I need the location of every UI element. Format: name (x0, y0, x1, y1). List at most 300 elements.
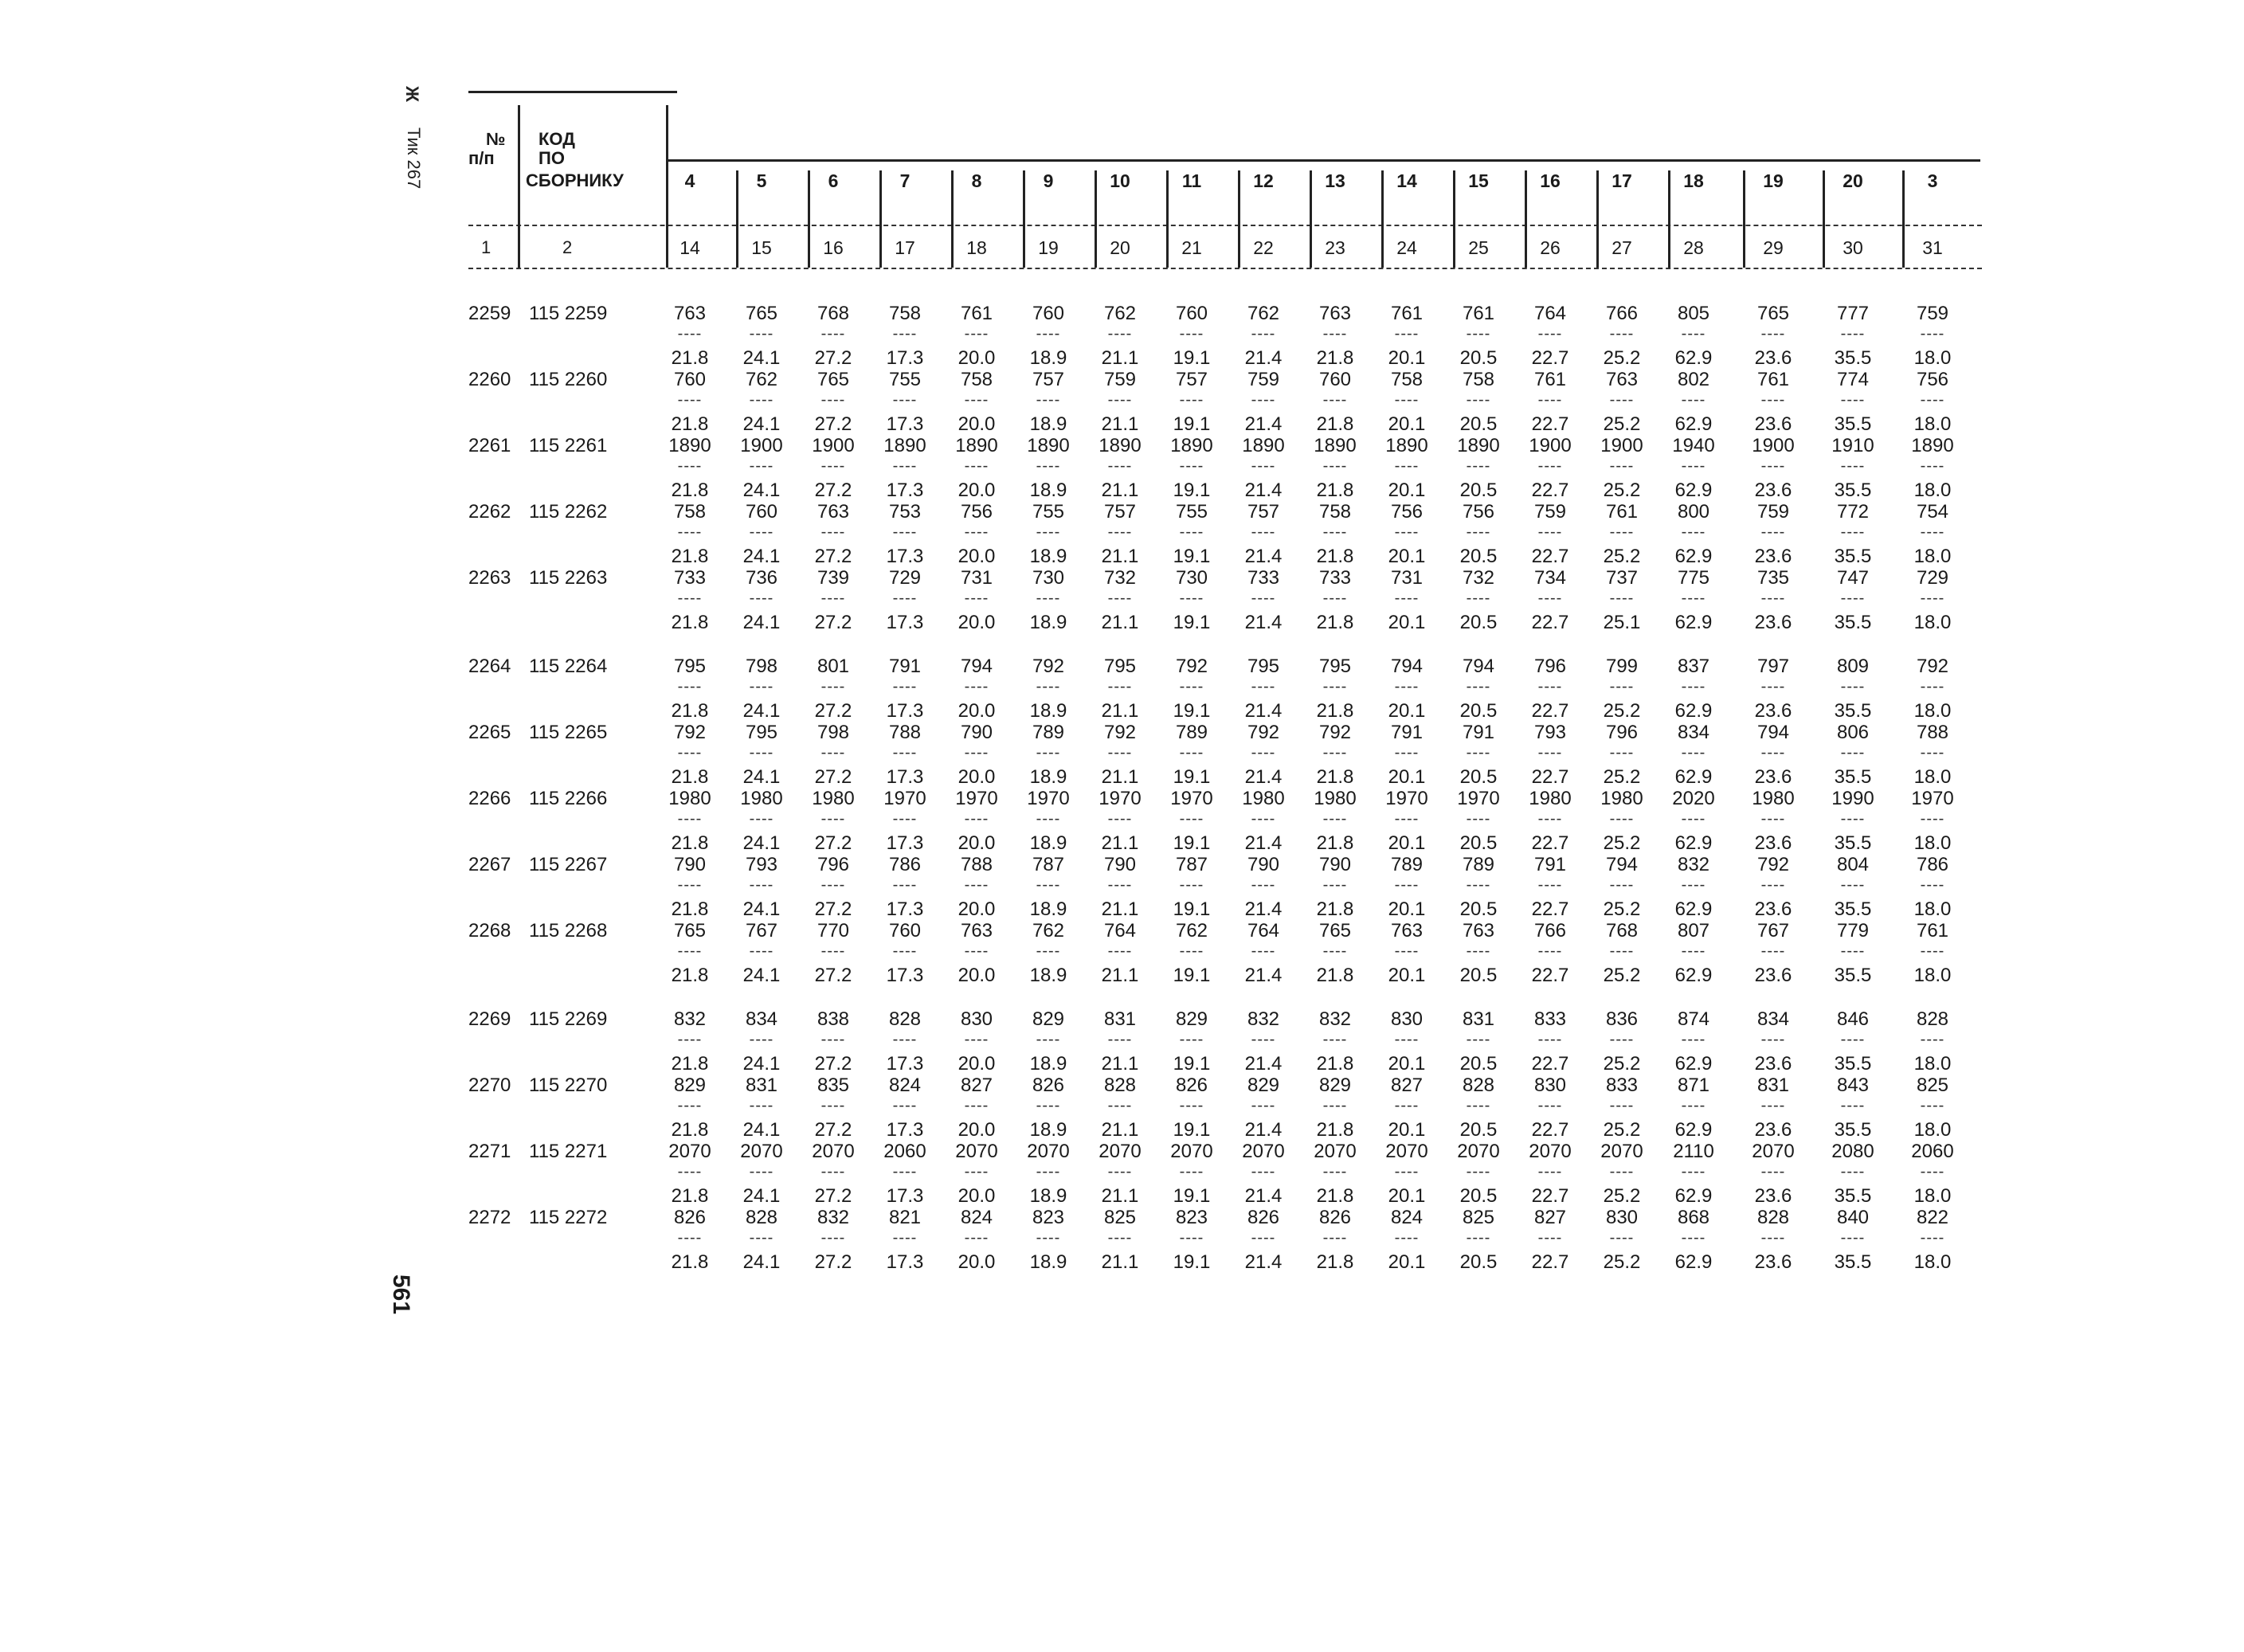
row-value: 758 (1390, 369, 1424, 390)
row-value: 790 (1103, 854, 1137, 875)
row-rate: 17.3 (886, 965, 924, 986)
row-number: 2272 (468, 1207, 511, 1228)
row-rate: 23.6 (1754, 612, 1792, 633)
value-separator: ---- (964, 457, 989, 475)
row-rate: 21.8 (671, 546, 709, 567)
value-separator: ---- (1920, 1031, 1945, 1048)
row-number: 2266 (468, 788, 511, 809)
row-rate: 23.6 (1754, 766, 1792, 788)
row-rate: 21.8 (1316, 1185, 1354, 1207)
row-value: 756 (1390, 501, 1424, 523)
value-separator: ---- (1107, 325, 1133, 343)
row-value: 767 (1756, 920, 1790, 941)
value-separator: ---- (1609, 1163, 1635, 1180)
row-number: 2264 (468, 656, 511, 677)
row-rate: 20.0 (958, 965, 996, 986)
value-separator: ---- (1681, 523, 1706, 541)
row-value: 789 (1462, 854, 1495, 875)
row-rate: 20.1 (1388, 832, 1426, 854)
value-separator: ---- (749, 1031, 774, 1048)
row-rate: 20.0 (958, 413, 996, 435)
value-separator: ---- (1466, 1097, 1491, 1114)
row-code: 115 2271 (529, 1141, 608, 1162)
header-top-label: 15 (1468, 170, 1489, 191)
row-rate: 21.4 (1244, 1251, 1283, 1273)
row-number: 2260 (468, 369, 511, 390)
row-rate: 21.8 (671, 1251, 709, 1273)
row-value: 760 (1032, 303, 1065, 324)
value-separator: ---- (749, 391, 774, 409)
value-separator: ---- (1466, 678, 1491, 695)
row-value: 801 (817, 656, 850, 677)
header-top-label: 11 (1181, 170, 1202, 191)
header-top-label: 13 (1325, 170, 1345, 191)
row-value: 795 (1318, 656, 1352, 677)
value-separator: ---- (1251, 391, 1276, 409)
header-bottom-label: 23 (1325, 237, 1345, 258)
row-value: 731 (1390, 567, 1424, 589)
row-rate: 20.0 (958, 700, 996, 722)
row-value: 753 (888, 501, 922, 523)
header-bottom-label: 27 (1612, 237, 1632, 258)
row-value: 761 (1533, 369, 1567, 390)
row-value: 806 (1836, 722, 1870, 743)
row-value: 828 (1756, 1207, 1790, 1228)
row-rate: 19.1 (1173, 413, 1211, 435)
value-separator: ---- (1681, 589, 1706, 607)
header-col1b: п/п (468, 148, 495, 168)
value-separator: ---- (1840, 1097, 1866, 1114)
value-separator: ---- (1036, 589, 1061, 607)
row-rate: 24.1 (742, 546, 781, 567)
row-rate: 21.1 (1101, 612, 1139, 633)
row-value: 759 (1916, 303, 1949, 324)
row-rate: 25.2 (1603, 480, 1641, 501)
value-separator: ---- (1920, 744, 1945, 761)
header-top-label: 7 (899, 170, 911, 191)
row-value: 760 (888, 920, 922, 941)
row-rate: 18.9 (1029, 898, 1067, 920)
row-value: 1980 (1529, 788, 1572, 809)
value-separator: ---- (1840, 1163, 1866, 1180)
value-separator: ---- (1036, 1031, 1061, 1048)
row-value: 732 (1462, 567, 1495, 589)
row-value: 830 (1390, 1008, 1424, 1030)
row-rate: 18.0 (1913, 1119, 1952, 1141)
row-rate: 23.6 (1754, 546, 1792, 567)
value-separator: ---- (677, 810, 703, 828)
row-rate: 62.9 (1674, 1119, 1713, 1141)
row-rate: 27.2 (814, 1251, 852, 1273)
row-value: 763 (1605, 369, 1639, 390)
row-rate: 18.0 (1913, 965, 1952, 986)
row-rate: 21.8 (1316, 612, 1354, 633)
row-rate: 21.1 (1101, 1119, 1139, 1141)
row-rate: 21.8 (671, 413, 709, 435)
row-value: 797 (1756, 656, 1790, 677)
value-separator: ---- (1920, 678, 1945, 695)
row-rate: 21.8 (671, 612, 709, 633)
row-rate: 21.8 (671, 480, 709, 501)
value-separator: ---- (1107, 391, 1133, 409)
row-rate: 20.1 (1388, 1053, 1426, 1075)
row-code: 115 2260 (529, 369, 608, 390)
value-separator: ---- (1394, 1229, 1420, 1247)
row-value: 834 (745, 1008, 778, 1030)
row-code: 115 2262 (529, 501, 608, 523)
row-rate: 20.1 (1388, 480, 1426, 501)
value-separator: ---- (1537, 876, 1563, 894)
row-code: 115 2259 (529, 303, 608, 324)
row-rate: 20.5 (1459, 766, 1498, 788)
value-separator: ---- (1466, 523, 1491, 541)
row-value: 2070 (1529, 1141, 1572, 1162)
header-col1a: № (486, 129, 506, 149)
row-rate: 18.0 (1913, 700, 1952, 722)
header-top-label: 10 (1110, 170, 1130, 191)
value-separator: ---- (1394, 1163, 1420, 1180)
value-separator: ---- (1466, 589, 1491, 607)
row-value: 828 (1462, 1075, 1495, 1096)
value-separator: ---- (820, 325, 846, 343)
header-top-label: 14 (1396, 170, 1417, 191)
row-rate: 35.5 (1834, 700, 1872, 722)
row-rate: 25.2 (1603, 1251, 1641, 1273)
row-value: 786 (888, 854, 922, 875)
value-separator: ---- (1760, 523, 1786, 541)
row-value: 799 (1605, 656, 1639, 677)
value-separator: ---- (1760, 1097, 1786, 1114)
row-number: 2262 (468, 501, 511, 523)
row-rate: 17.3 (886, 766, 924, 788)
value-separator: ---- (1251, 325, 1276, 343)
value-separator: ---- (1537, 1163, 1563, 1180)
value-separator: ---- (1760, 876, 1786, 894)
row-value: 759 (1103, 369, 1137, 390)
value-separator: ---- (749, 744, 774, 761)
value-separator: ---- (1036, 523, 1061, 541)
value-separator: ---- (1322, 942, 1348, 960)
row-rate: 18.0 (1913, 766, 1952, 788)
value-separator: ---- (749, 1097, 774, 1114)
value-separator: ---- (1681, 942, 1706, 960)
row-rate: 25.2 (1603, 965, 1641, 986)
row-value: 1900 (740, 435, 783, 456)
row-rate: 21.4 (1244, 898, 1283, 920)
row-value: 765 (673, 920, 707, 941)
header-dash-rule-1 (468, 225, 1982, 226)
row-value: 838 (817, 1008, 850, 1030)
value-separator: ---- (1322, 457, 1348, 475)
value-separator: ---- (1760, 589, 1786, 607)
row-value: 823 (1175, 1207, 1208, 1228)
row-value: 824 (888, 1075, 922, 1096)
row-rate: 24.1 (742, 1251, 781, 1273)
row-value: 1970 (1457, 788, 1500, 809)
row-value: 792 (1103, 722, 1137, 743)
value-separator: ---- (1920, 1163, 1945, 1180)
row-value: 1890 (1170, 435, 1213, 456)
row-value: 765 (745, 303, 778, 324)
row-value: 754 (1916, 501, 1949, 523)
row-value: 831 (1103, 1008, 1137, 1030)
row-value: 831 (1462, 1008, 1495, 1030)
row-rate: 27.2 (814, 1053, 852, 1075)
row-rate: 21.8 (671, 700, 709, 722)
row-rate: 22.7 (1531, 1251, 1569, 1273)
row-rate: 21.8 (671, 965, 709, 986)
value-separator: ---- (1036, 876, 1061, 894)
row-value: 756 (1916, 369, 1949, 390)
row-value: 2070 (1457, 1141, 1500, 1162)
row-value: 761 (960, 303, 993, 324)
row-value: 1970 (1099, 788, 1142, 809)
row-rate: 21.4 (1244, 700, 1283, 722)
value-separator: ---- (1394, 876, 1420, 894)
row-value: 824 (1390, 1207, 1424, 1228)
row-value: 826 (1032, 1075, 1065, 1096)
value-separator: ---- (1394, 523, 1420, 541)
value-separator: ---- (1107, 744, 1133, 761)
value-separator: ---- (964, 678, 989, 695)
value-separator: ---- (1251, 1031, 1276, 1048)
row-rate: 21.1 (1101, 832, 1139, 854)
value-separator: ---- (749, 876, 774, 894)
row-rate: 27.2 (814, 965, 852, 986)
value-separator: ---- (1394, 1031, 1420, 1048)
header-bottom-label: 25 (1468, 237, 1489, 258)
row-value: 2080 (1831, 1141, 1874, 1162)
value-separator: ---- (1322, 1163, 1348, 1180)
row-value: 733 (1318, 567, 1352, 589)
row-value: 2070 (668, 1141, 711, 1162)
row-value: 2070 (1027, 1141, 1070, 1162)
value-separator: ---- (892, 678, 918, 695)
row-value: 756 (960, 501, 993, 523)
row-rate: 25.2 (1603, 1185, 1641, 1207)
value-separator: ---- (1840, 810, 1866, 828)
row-rate: 24.1 (742, 766, 781, 788)
row-value: 2110 (1673, 1141, 1714, 1162)
row-value: 758 (673, 501, 707, 523)
value-separator: ---- (892, 942, 918, 960)
value-separator: ---- (892, 457, 918, 475)
row-value: 1890 (1242, 435, 1285, 456)
row-rate: 21.4 (1244, 1053, 1283, 1075)
row-rate: 35.5 (1834, 898, 1872, 920)
row-value: 833 (1605, 1075, 1639, 1096)
value-separator: ---- (1840, 1031, 1866, 1048)
row-number: 2267 (468, 854, 511, 875)
header-bottom-label: 22 (1253, 237, 1274, 258)
value-separator: ---- (1179, 325, 1204, 343)
row-rate: 20.1 (1388, 612, 1426, 633)
row-rate: 62.9 (1674, 898, 1713, 920)
header-col2c: СБОРНИКУ (526, 170, 624, 190)
value-separator: ---- (1322, 1097, 1348, 1114)
value-separator: ---- (1394, 678, 1420, 695)
row-value: 832 (673, 1008, 707, 1030)
row-rate: 21.4 (1244, 766, 1283, 788)
row-value: 794 (1462, 656, 1495, 677)
row-rate: 21.1 (1101, 700, 1139, 722)
row-value: 759 (1756, 501, 1790, 523)
row-rate: 22.7 (1531, 612, 1569, 633)
row-value: 2070 (1314, 1141, 1357, 1162)
row-rate: 62.9 (1674, 546, 1713, 567)
row-number: 2270 (468, 1075, 511, 1096)
row-rate: 20.0 (958, 612, 996, 633)
row-rate: 35.5 (1834, 612, 1872, 633)
value-separator: ---- (1251, 1163, 1276, 1180)
row-value: 792 (1318, 722, 1352, 743)
value-separator: ---- (1251, 876, 1276, 894)
value-separator: ---- (1179, 1097, 1204, 1114)
row-rate: 21.8 (671, 832, 709, 854)
value-separator: ---- (820, 391, 846, 409)
row-value: 843 (1836, 1075, 1870, 1096)
row-value: 1890 (1385, 435, 1428, 456)
row-value: 829 (1247, 1075, 1280, 1096)
row-value: 826 (673, 1207, 707, 1228)
value-separator: ---- (1609, 942, 1635, 960)
row-value: 779 (1836, 920, 1870, 941)
value-separator: ---- (1107, 1229, 1133, 1247)
value-separator: ---- (1760, 1031, 1786, 1048)
row-rate: 27.2 (814, 546, 852, 567)
row-value: 795 (673, 656, 707, 677)
row-value: 2060 (883, 1141, 926, 1162)
row-rate: 23.6 (1754, 347, 1792, 369)
value-separator: ---- (1251, 810, 1276, 828)
row-value: 1940 (1672, 435, 1715, 456)
value-separator: ---- (677, 744, 703, 761)
row-rate: 24.1 (742, 347, 781, 369)
value-separator: ---- (1394, 457, 1420, 475)
row-rate: 21.1 (1101, 965, 1139, 986)
row-value: 763 (1390, 920, 1424, 941)
row-rate: 24.1 (742, 965, 781, 986)
value-separator: ---- (1394, 391, 1420, 409)
header-bottom-label: 17 (895, 237, 915, 258)
value-separator: ---- (1394, 810, 1420, 828)
row-rate: 18.9 (1029, 1251, 1067, 1273)
row-value: 1990 (1831, 788, 1874, 809)
row-rate: 25.2 (1603, 1119, 1641, 1141)
value-separator: ---- (749, 1163, 774, 1180)
row-rate: 18.0 (1913, 898, 1952, 920)
row-rate: 62.9 (1674, 1185, 1713, 1207)
row-rate: 27.2 (814, 413, 852, 435)
value-separator: ---- (1251, 744, 1276, 761)
value-separator: ---- (1107, 678, 1133, 695)
value-separator: ---- (1179, 744, 1204, 761)
row-value: 2070 (1242, 1141, 1285, 1162)
row-rate: 17.3 (886, 347, 924, 369)
row-value: 730 (1175, 567, 1208, 589)
row-value: 764 (1247, 920, 1280, 941)
row-rate: 23.6 (1754, 1251, 1792, 1273)
row-value: 1890 (1099, 435, 1142, 456)
row-rate: 24.1 (742, 413, 781, 435)
row-value: 755 (1175, 501, 1208, 523)
value-separator: ---- (1251, 1097, 1276, 1114)
row-rate: 21.8 (1316, 832, 1354, 854)
row-rate: 18.0 (1913, 546, 1952, 567)
row-value: 828 (1103, 1075, 1137, 1096)
row-value: 763 (817, 501, 850, 523)
value-separator: ---- (1322, 876, 1348, 894)
row-rate: 19.1 (1173, 898, 1211, 920)
row-value: 787 (1175, 854, 1208, 875)
header-top-label: 5 (756, 170, 767, 191)
row-rate: 20.0 (958, 1185, 996, 1207)
row-rate: 23.6 (1754, 700, 1792, 722)
row-value: 831 (745, 1075, 778, 1096)
value-separator: ---- (1840, 1229, 1866, 1247)
row-rate: 19.1 (1173, 1119, 1211, 1141)
value-separator: ---- (749, 589, 774, 607)
row-rate: 19.1 (1173, 1251, 1211, 1273)
row-rate: 24.1 (742, 1053, 781, 1075)
row-rate: 17.3 (886, 1119, 924, 1141)
value-separator: ---- (1107, 1163, 1133, 1180)
row-rate: 20.0 (958, 546, 996, 567)
value-separator: ---- (1609, 325, 1635, 343)
row-value: 734 (1533, 567, 1567, 589)
row-rate: 27.2 (814, 347, 852, 369)
row-rate: 18.0 (1913, 1251, 1952, 1273)
row-rate: 22.7 (1531, 480, 1569, 501)
value-separator: ---- (1466, 1031, 1491, 1048)
row-value: 763 (673, 303, 707, 324)
row-value: 790 (1247, 854, 1280, 875)
value-separator: ---- (1609, 744, 1635, 761)
row-rate: 21.1 (1101, 1251, 1139, 1273)
row-rate: 20.5 (1459, 1185, 1498, 1207)
value-separator: ---- (1466, 810, 1491, 828)
row-rate: 21.8 (1316, 546, 1354, 567)
value-separator: ---- (892, 810, 918, 828)
row-rate: 17.3 (886, 1185, 924, 1207)
value-separator: ---- (1840, 391, 1866, 409)
row-rate: 35.5 (1834, 546, 1872, 567)
value-separator: ---- (1609, 810, 1635, 828)
row-rate: 23.6 (1754, 413, 1792, 435)
row-value: 730 (1032, 567, 1065, 589)
row-value: 827 (960, 1075, 993, 1096)
header-bottom-label: 14 (679, 237, 700, 258)
row-rate: 27.2 (814, 832, 852, 854)
row-value: 735 (1756, 567, 1790, 589)
row-rate: 18.9 (1029, 965, 1067, 986)
row-value: 760 (673, 369, 707, 390)
value-separator: ---- (1179, 942, 1204, 960)
row-value: 759 (1247, 369, 1280, 390)
value-separator: ---- (964, 523, 989, 541)
row-value: 788 (1916, 722, 1949, 743)
row-value: 2060 (1911, 1141, 1954, 1162)
row-value: 804 (1836, 854, 1870, 875)
value-separator: ---- (677, 457, 703, 475)
row-rate: 21.8 (1316, 1251, 1354, 1273)
row-value: 2070 (1170, 1141, 1213, 1162)
row-rate: 62.9 (1674, 766, 1713, 788)
row-number: 2271 (468, 1141, 511, 1162)
row-value: 807 (1677, 920, 1710, 941)
row-value: 1890 (1027, 435, 1070, 456)
value-separator: ---- (1760, 744, 1786, 761)
